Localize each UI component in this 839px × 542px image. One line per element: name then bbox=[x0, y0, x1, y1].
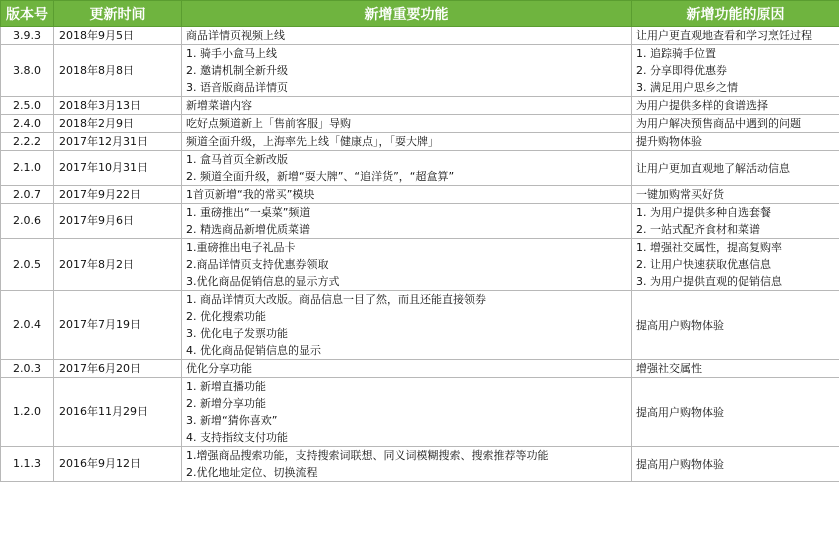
date-cell: 2016年9月12日 bbox=[54, 447, 182, 482]
table-row bbox=[1, 186, 839, 204]
reason-line: 2. 让用户快速获取优惠信息 bbox=[636, 258, 771, 271]
date-cell: 2018年3月13日 bbox=[54, 97, 182, 115]
feature-line: 4. 支持指纹支付功能 bbox=[186, 431, 288, 444]
version-cell: 2.1.0 bbox=[1, 151, 54, 186]
version-cell: 2.0.5 bbox=[1, 239, 54, 291]
feature-line: 2.优化地址定位、切换流程 bbox=[186, 466, 318, 479]
version-cell: 2.0.6 bbox=[1, 204, 54, 239]
features-cell bbox=[182, 151, 632, 186]
date-cell: 2017年10月31日 bbox=[54, 151, 182, 186]
version-cell: 1.1.3 bbox=[1, 447, 54, 482]
feature-line: 新增菜谱内容 bbox=[186, 99, 252, 112]
reason-line: 3. 满足用户思乡之情 bbox=[636, 81, 738, 94]
features-cell bbox=[182, 447, 632, 482]
feature-line: 优化分享功能 bbox=[186, 362, 252, 375]
reason-line: 1. 增强社交属性，提高复购率 bbox=[636, 241, 782, 254]
table-row bbox=[1, 360, 839, 378]
reasons-cell bbox=[632, 291, 839, 360]
table-row bbox=[1, 239, 839, 291]
reasons-cell bbox=[632, 186, 839, 204]
date-cell: 2017年7月19日 bbox=[54, 291, 182, 360]
table-row bbox=[1, 27, 839, 45]
date-cell: 2017年8月2日 bbox=[54, 239, 182, 291]
header-reasons: 新增功能的原因 bbox=[632, 1, 839, 27]
reasons-cell bbox=[632, 151, 839, 186]
feature-line: 2. 优化搜索功能 bbox=[186, 310, 266, 323]
table-row bbox=[1, 133, 839, 151]
reason-line: 增强社交属性 bbox=[636, 362, 702, 375]
feature-line: 1. 重磅推出“一桌菜”频道 bbox=[186, 206, 311, 219]
features-cell bbox=[182, 115, 632, 133]
date-cell: 2017年12月31日 bbox=[54, 133, 182, 151]
date-cell: 2017年6月20日 bbox=[54, 360, 182, 378]
feature-line: 2. 邀请机制全新升级 bbox=[186, 64, 288, 77]
feature-line: 1. 骑手小盒马上线 bbox=[186, 47, 277, 60]
features-cell bbox=[182, 45, 632, 97]
feature-line: 3.优化商品促销信息的显示方式 bbox=[186, 275, 340, 288]
feature-line: 2. 频道全面升级，新增“耍大牌”、“追洋货”，“超盒算” bbox=[186, 170, 455, 183]
feature-line: 2. 精选商品新增优质菜谱 bbox=[186, 223, 310, 236]
reason-line: 提高用户购物体验 bbox=[636, 457, 724, 471]
reason-line: 2. 一站式配齐食材和菜谱 bbox=[636, 223, 760, 236]
date-cell: 2016年11月29日 bbox=[54, 378, 182, 447]
reason-line: 让用户更加直观地了解活动信息 bbox=[636, 161, 790, 175]
reason-line: 为用户解决预售商品中遇到的问题 bbox=[636, 117, 801, 130]
header-row bbox=[1, 1, 839, 27]
table-row bbox=[1, 97, 839, 115]
feature-line: 3. 新增“猜你喜欢” bbox=[186, 414, 278, 427]
table-row bbox=[1, 204, 839, 239]
table-row bbox=[1, 151, 839, 186]
reasons-cell bbox=[632, 133, 839, 151]
reason-line: 为用户提供多样的食谱选择 bbox=[636, 99, 768, 112]
header-version: 版本号 bbox=[1, 1, 54, 27]
version-cell: 1.2.0 bbox=[1, 378, 54, 447]
features-cell bbox=[182, 291, 632, 360]
reason-line: 一键加购常买好货 bbox=[636, 188, 724, 201]
reasons-cell bbox=[632, 239, 839, 291]
version-cell: 3.8.0 bbox=[1, 45, 54, 97]
feature-line: 1首页新增“我的常买”模块 bbox=[186, 188, 315, 201]
feature-line: 商品详情页视频上线 bbox=[186, 29, 285, 42]
feature-line: 频道全面升级，上海率先上线「健康点」，「耍大牌」 bbox=[186, 135, 439, 148]
version-cell: 2.0.7 bbox=[1, 186, 54, 204]
table-row bbox=[1, 447, 839, 482]
table-row bbox=[1, 45, 839, 97]
reasons-cell bbox=[632, 115, 839, 133]
features-cell bbox=[182, 378, 632, 447]
feature-line: 1.重磅推出电子礼品卡 bbox=[186, 241, 296, 254]
feature-line: 1. 商品详情页大改版。商品信息一目了然，而且还能直接领券 bbox=[186, 293, 486, 306]
feature-line: 1. 盒马首页全新改版 bbox=[186, 153, 288, 166]
feature-line: 4. 优化商品促销信息的显示 bbox=[186, 344, 321, 357]
reason-line: 提升购物体验 bbox=[636, 135, 702, 148]
reasons-cell bbox=[632, 97, 839, 115]
version-cell: 2.0.4 bbox=[1, 291, 54, 360]
date-cell: 2018年2月9日 bbox=[54, 115, 182, 133]
reasons-cell bbox=[632, 447, 839, 482]
reason-line: 2. 分享即得优惠券 bbox=[636, 64, 727, 77]
version-cell: 2.4.0 bbox=[1, 115, 54, 133]
date-cell: 2018年8月8日 bbox=[54, 45, 182, 97]
reasons-cell bbox=[632, 378, 839, 447]
version-cell: 2.0.3 bbox=[1, 360, 54, 378]
features-cell bbox=[182, 360, 632, 378]
version-cell: 3.9.3 bbox=[1, 27, 54, 45]
feature-line: 3. 优化电子发票功能 bbox=[186, 327, 288, 340]
feature-line: 2. 新增分享功能 bbox=[186, 397, 266, 410]
table-row bbox=[1, 291, 839, 360]
date-cell: 2017年9月6日 bbox=[54, 204, 182, 239]
header-date: 更新时间 bbox=[54, 1, 182, 27]
feature-line: 1.增强商品搜索功能，支持搜索词联想、同义词模糊搜索、搜索推荐等功能 bbox=[186, 449, 549, 462]
header-features: 新增重要功能 bbox=[182, 1, 632, 27]
feature-line: 吃好点频道新上「售前客服」导购 bbox=[186, 117, 351, 130]
features-cell bbox=[182, 204, 632, 239]
reason-line: 提高用户购物体验 bbox=[636, 405, 724, 419]
reason-line: 1. 为用户提供多种自选套餐 bbox=[636, 206, 771, 219]
reason-line: 1. 追踪骑手位置 bbox=[636, 47, 716, 60]
table-row bbox=[1, 115, 839, 133]
reasons-cell bbox=[632, 204, 839, 239]
date-cell: 2018年9月5日 bbox=[54, 27, 182, 45]
reasons-cell bbox=[632, 27, 839, 45]
feature-line: 3. 语音版商品详情页 bbox=[186, 81, 288, 94]
reason-line: 提高用户购物体验 bbox=[636, 318, 724, 332]
reason-line: 让用户更直观地查看和学习烹饪过程 bbox=[636, 29, 812, 42]
reasons-cell bbox=[632, 45, 839, 97]
feature-line: 1. 新增直播功能 bbox=[186, 380, 266, 393]
features-cell bbox=[182, 239, 632, 291]
reasons-cell bbox=[632, 360, 839, 378]
features-cell bbox=[182, 133, 632, 151]
version-cell: 2.5.0 bbox=[1, 97, 54, 115]
features-cell bbox=[182, 27, 632, 45]
features-cell bbox=[182, 186, 632, 204]
table-body bbox=[1, 27, 839, 482]
date-cell: 2017年9月22日 bbox=[54, 186, 182, 204]
feature-line: 2.商品详情页支持优惠券领取 bbox=[186, 258, 329, 271]
table-row bbox=[1, 378, 839, 447]
reason-line: 3. 为用户提供直观的促销信息 bbox=[636, 275, 782, 288]
features-cell bbox=[182, 97, 632, 115]
version-cell: 2.2.2 bbox=[1, 133, 54, 151]
